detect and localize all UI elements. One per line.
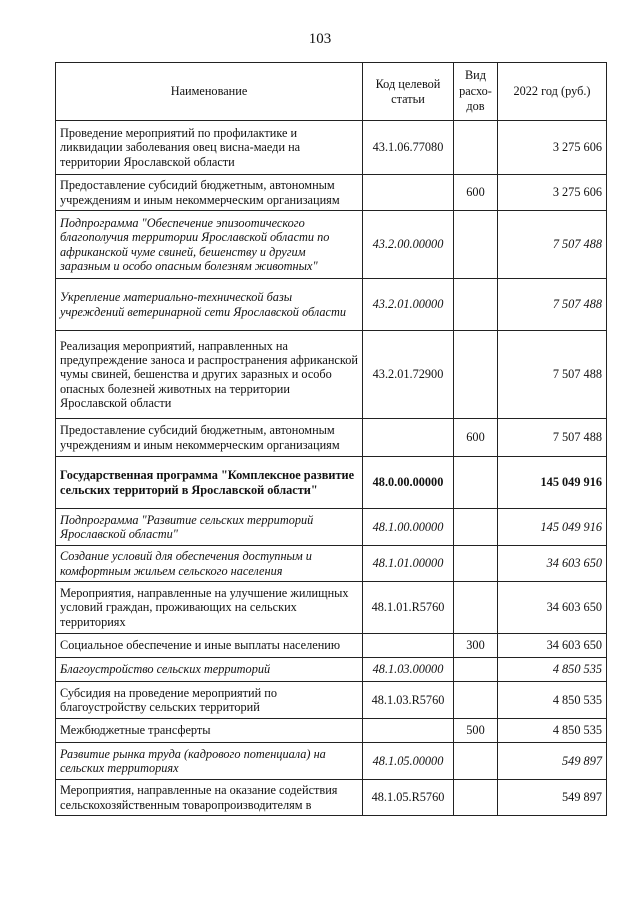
header-amount: 2022 год (руб.) [498, 63, 607, 121]
row-kind [454, 582, 498, 634]
row-amount: 7 507 488 [498, 331, 607, 419]
header-code: Код целевой статьи [363, 63, 454, 121]
table-header-row [56, 63, 607, 121]
row-kind: 600 [454, 419, 498, 457]
row-kind [454, 780, 498, 816]
table-row [56, 743, 607, 780]
row-kind: 600 [454, 175, 498, 211]
row-amount: 34 603 650 [498, 634, 607, 658]
row-amount: 3 275 606 [498, 175, 607, 211]
row-name: Социальное обеспечение и иные выплаты населению [56, 634, 363, 658]
row-amount: 7 507 488 [498, 279, 607, 331]
row-amount: 7 507 488 [498, 211, 607, 279]
row-name: Реализация мероприятий, направленных на предупреждение заноса и распространения африканской чумы свиней, бешенства и других заразных и особо опасных болезней животных на территории Ярославской области [56, 331, 363, 419]
budget-table [55, 62, 607, 816]
table-row [56, 509, 607, 546]
header-name: Наименование [56, 63, 363, 121]
row-name: Развитие рынка труда (кадрового потенциала) на сельских территориях [56, 743, 363, 780]
table-row [56, 582, 607, 634]
row-code [363, 719, 454, 743]
table-row [56, 419, 607, 457]
row-name: Благоустройство сельских территорий [56, 658, 363, 682]
row-kind: 500 [454, 719, 498, 743]
table-row [56, 175, 607, 211]
row-code: 43.2.01.72900 [363, 331, 454, 419]
table-row [56, 457, 607, 509]
row-amount: 549 897 [498, 780, 607, 816]
row-kind [454, 743, 498, 780]
row-name: Предоставление субсидий бюджетным, автономным учреждениям и иным некоммерческим организациям [56, 175, 363, 211]
row-name: Предоставление субсидий бюджетным, автономным учреждениям и иным некоммерческим организациям [56, 419, 363, 457]
row-name: Межбюджетные трансферты [56, 719, 363, 743]
row-kind [454, 509, 498, 546]
row-name: Подпрограмма "Обеспечение эпизоотического благополучия территории Ярославской области по африканской чуме свиней, бешенству и другим заразным и особо опасным болезням животных" [56, 211, 363, 279]
row-code: 48.1.05.R5760 [363, 780, 454, 816]
row-code [363, 175, 454, 211]
row-amount: 549 897 [498, 743, 607, 780]
row-code: 48.1.03.R5760 [363, 682, 454, 719]
row-kind [454, 279, 498, 331]
row-amount: 4 850 535 [498, 658, 607, 682]
row-kind [454, 211, 498, 279]
table-row [56, 682, 607, 719]
row-name: Мероприятия, направленные на улучшение жилищных условий граждан, проживающих на сельских территориях [56, 582, 363, 634]
row-amount: 34 603 650 [498, 546, 607, 582]
row-name: Мероприятия, направленные на оказание содействия сельскохозяйственным товаропроизводителям в [56, 780, 363, 816]
row-code: 48.1.01.00000 [363, 546, 454, 582]
row-kind [454, 546, 498, 582]
row-code [363, 419, 454, 457]
row-kind [454, 682, 498, 719]
row-code: 48.1.05.00000 [363, 743, 454, 780]
row-code [363, 634, 454, 658]
row-kind [454, 331, 498, 419]
row-code: 48.0.00.00000 [363, 457, 454, 509]
row-amount: 34 603 650 [498, 582, 607, 634]
row-code: 48.1.03.00000 [363, 658, 454, 682]
table-row [56, 211, 607, 279]
header-kind: Вид расхо-дов [454, 63, 498, 121]
row-code: 43.2.01.00000 [363, 279, 454, 331]
row-name: Создание условий для обеспечения доступным и комфортным жильем сельского населения [56, 546, 363, 582]
row-code: 43.1.06.77080 [363, 121, 454, 175]
row-name: Подпрограмма "Развитие сельских территорий Ярославской области" [56, 509, 363, 546]
row-kind [454, 121, 498, 175]
row-amount: 4 850 535 [498, 682, 607, 719]
row-name: Укрепление материально-технической базы учреждений ветеринарной сети Ярославской области [56, 279, 363, 331]
table-row [56, 279, 607, 331]
page-number: 103 [308, 31, 332, 47]
row-kind: 300 [454, 634, 498, 658]
table-row [56, 331, 607, 419]
table-row [56, 719, 607, 743]
table-row [56, 546, 607, 582]
row-amount: 7 507 488 [498, 419, 607, 457]
table-row [56, 634, 607, 658]
row-amount: 3 275 606 [498, 121, 607, 175]
row-amount: 145 049 916 [498, 457, 607, 509]
row-amount: 4 850 535 [498, 719, 607, 743]
row-name: Субсидия на проведение мероприятий по благоустройству сельских территорий [56, 682, 363, 719]
row-kind [454, 457, 498, 509]
table-row [56, 780, 607, 816]
row-amount: 145 049 916 [498, 509, 607, 546]
table-row [56, 658, 607, 682]
row-code: 43.2.00.00000 [363, 211, 454, 279]
table-row [56, 121, 607, 175]
row-kind [454, 658, 498, 682]
row-name: Проведение мероприятий по профилактике и ликвидации заболевания овец висна-маеди на территории Ярославской области [56, 121, 363, 175]
table-body [56, 121, 607, 816]
row-code: 48.1.01.R5760 [363, 582, 454, 634]
row-code: 48.1.00.00000 [363, 509, 454, 546]
row-name: Государственная программа "Комплексное развитие сельских территорий в Ярославской области" [56, 457, 363, 509]
